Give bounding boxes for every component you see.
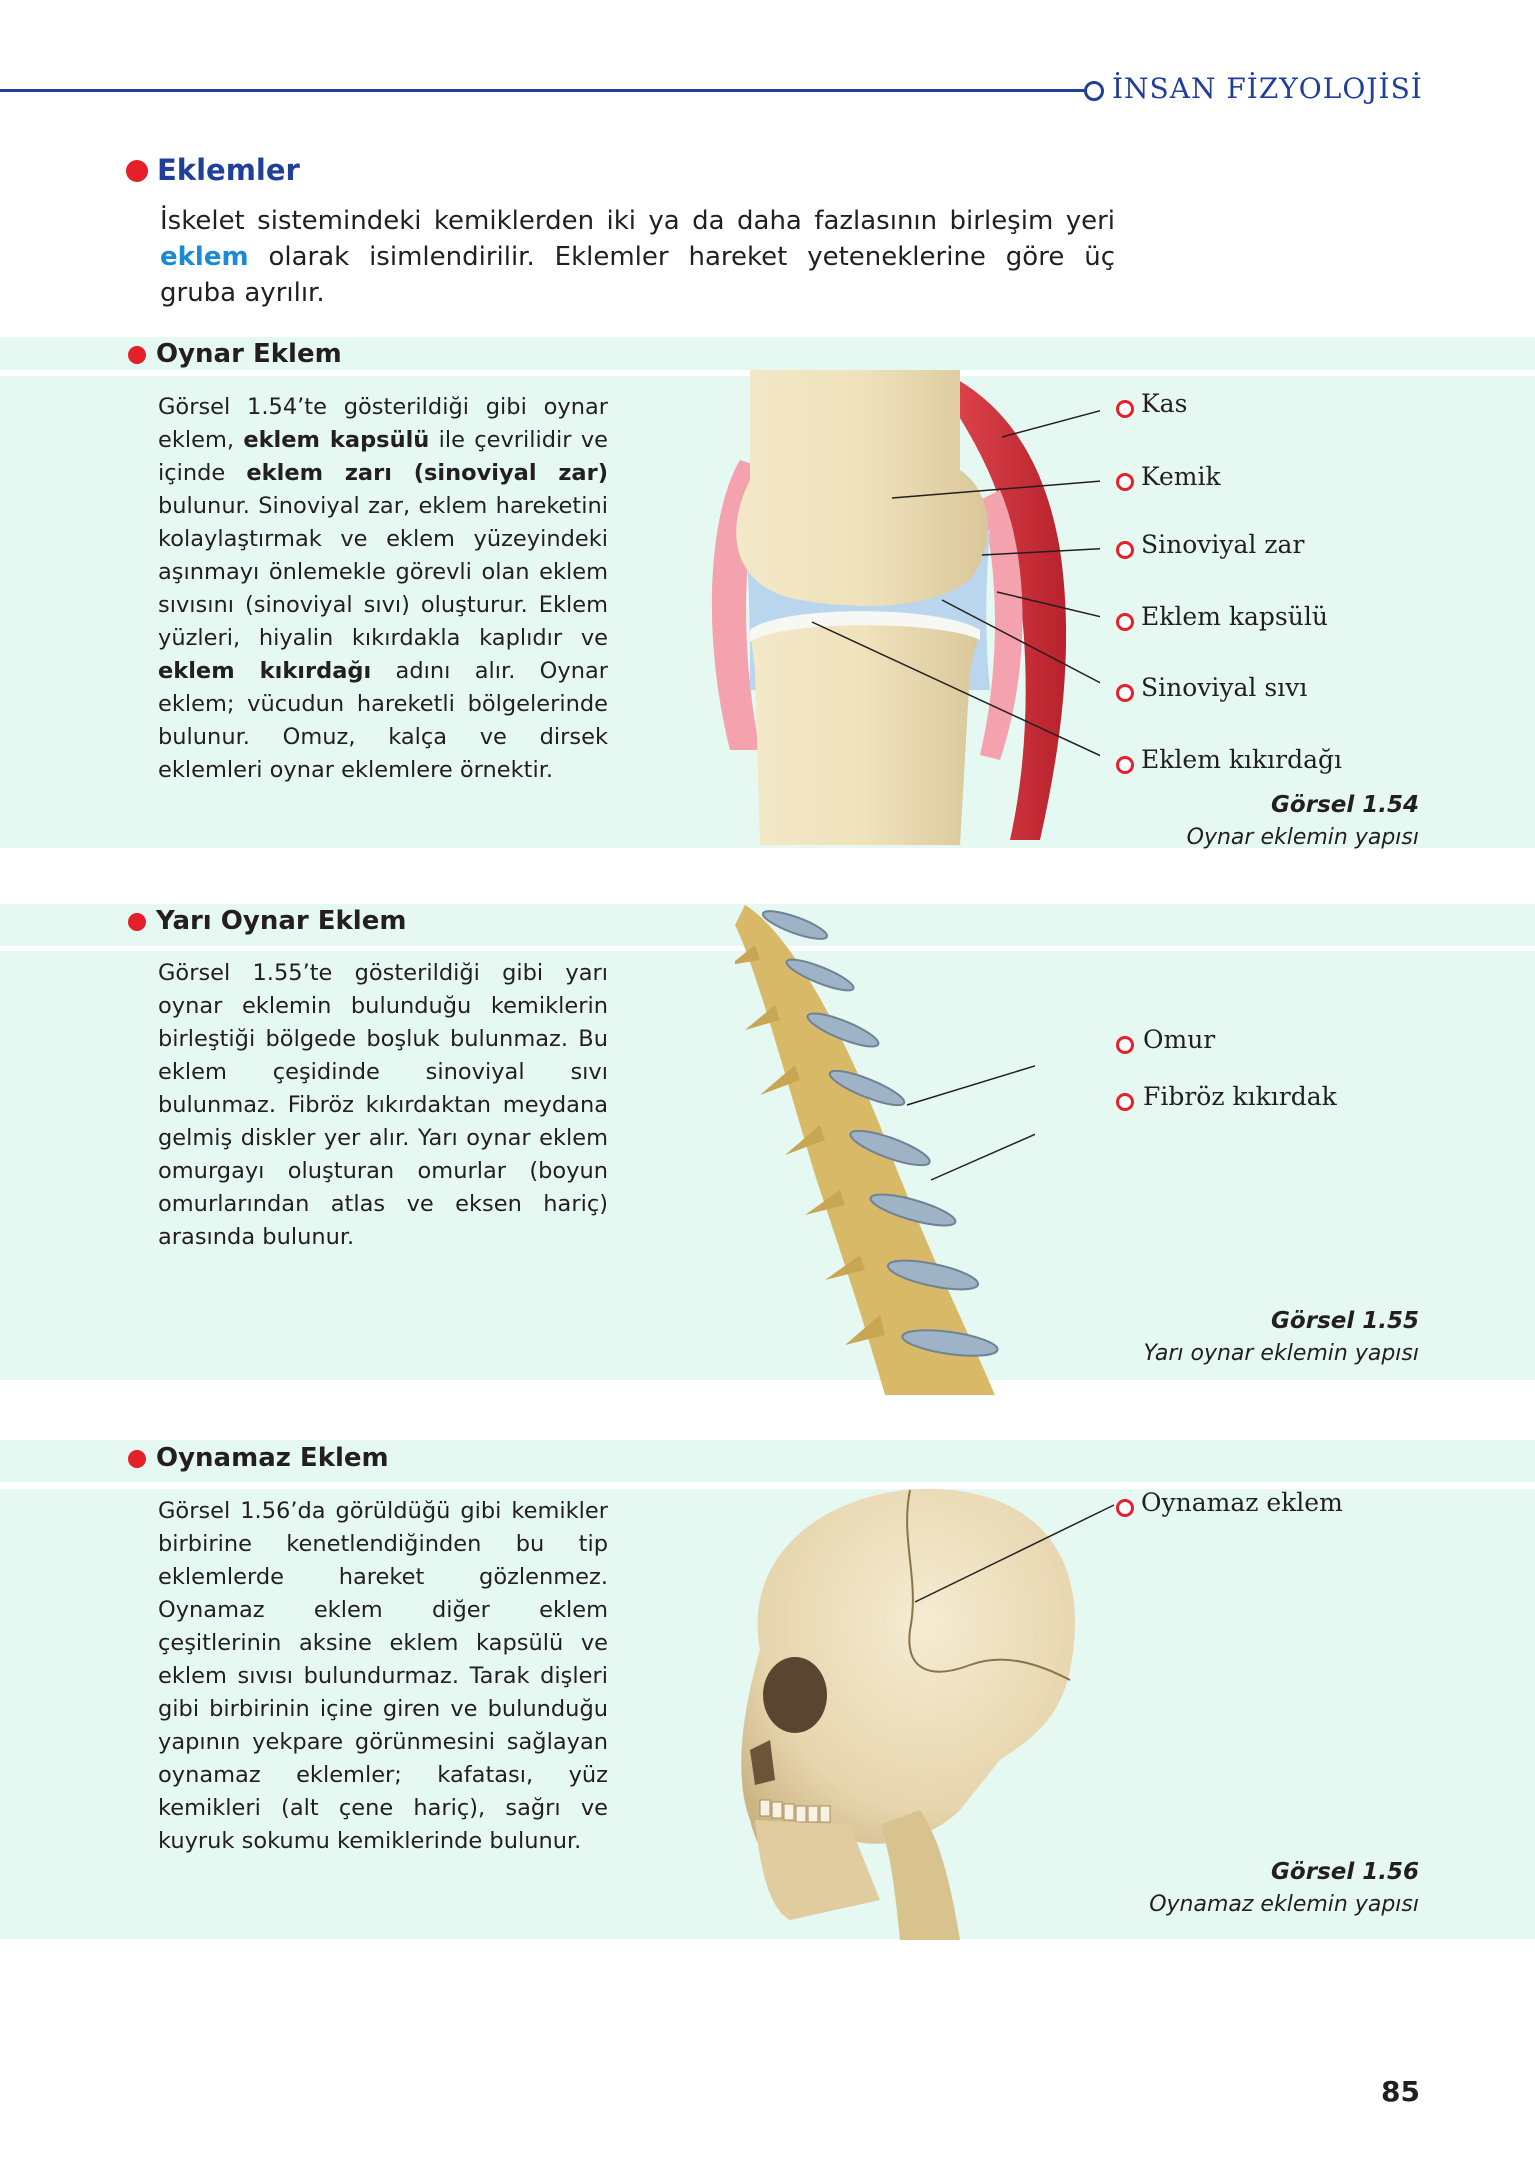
cervical-spine-shape [880, 1810, 960, 1940]
label-marker-icon [1116, 684, 1134, 702]
upper-bone-shape [736, 370, 988, 606]
label-kemik: Kemik [1141, 462, 1221, 491]
vertebrae-group [735, 905, 999, 1395]
label-marker-icon [1116, 400, 1134, 418]
label-oynamaz-eklem: Oynamaz eklem [1141, 1488, 1343, 1517]
label-sinoviyal-sivi: Sinoviyal sıvı [1141, 673, 1308, 702]
synovial-joint-illustration [680, 370, 1100, 845]
subsection-title-yari-oynar: Yarı Oynar Eklem [156, 906, 407, 936]
label-marker-icon [1116, 1093, 1134, 1111]
caption-title-156: Görsel 1.56 [1271, 1859, 1419, 1885]
section-title: Eklemler [157, 153, 300, 187]
header-rule [0, 89, 1085, 92]
intro-paragraph: İskelet sistemindeki kemiklerden iki ya da daha fazlasının birleşim yeri eklem olarak isimlendirilir. Eklemler hareket yeteneklerine göre üç gruba ayrılır. [160, 206, 1115, 308]
keyword-eklem: eklem [160, 242, 249, 272]
label-kas: Kas [1141, 389, 1188, 418]
oynar-paragraph: Görsel 1.54’te gösterildiği gibi oynar eklem, eklem kapsülü ile çevrilidir ve içinde eklem zarı (sinoviyal zar) bulunur. Sinoviyal zar, eklem hareketini kolaylaştırmak ve eklem yüzeyindeki aşınmayı önlemekle görevli olan eklem sıvısını (sinoviyal sıvı) oluşturur. Eklem yüzleri, hiyalin kıkırdakla kaplıdır ve eklem kıkırdağı adını alır. Oynar eklem; vücudun hareketli bölgelerinde bulunur. Omuz, kalça ve dirsek eklemleri oynar eklemlere örnektir. [158, 394, 608, 783]
label-fibroz-kikirdak: Fibröz kıkırdak [1143, 1082, 1337, 1111]
subsection-title-oynamaz: Oynamaz Eklem [156, 1443, 389, 1473]
label-eklem-kapsulu: Eklem kapsülü [1141, 602, 1328, 631]
skull-illustration [680, 1480, 1130, 1940]
label-marker-icon [1116, 541, 1134, 559]
eye-socket-shape [763, 1657, 827, 1733]
subsection-bullet-icon [128, 1450, 146, 1468]
label-marker-icon [1116, 613, 1134, 631]
yari-oynar-paragraph: Görsel 1.55’te gösterildiği gibi yarı oynar eklemin bulunduğu kemiklerin birleştiği bölgede boşluk bulunmaz. Bu eklem çeşidinde sinoviyal sıvı bulunmaz. Fibröz kıkırdaktan meydana gelmiş diskler yer alır. Yarı oynar eklem omurgayı oluşturan omurlar (boyun omurlarından atlas ve eksen hariç) arasında bulunur. [158, 960, 608, 1250]
caption-sub-154: Oynar eklemin yapısı [1186, 825, 1419, 850]
section-bullet-icon [126, 160, 148, 182]
caption-title-155: Görsel 1.55 [1271, 1308, 1419, 1334]
label-marker-icon [1116, 473, 1134, 491]
chapter-title: İNSAN FİZYOLOJİSİ [1112, 72, 1423, 105]
page-number: 85 [1381, 2075, 1420, 2108]
oynamaz-paragraph: Görsel 1.56’da görüldüğü gibi kemikler birbirine kenetlendiğinden bu tip eklemlerde hareket gözlenmez. Oynamaz eklem diğer eklem çeşitlerinin aksine eklem kapsülü ve eklem sıvısı bulundurmaz. Tarak dişleri gibi birbirinin içine giren ve bulunduğu yapının yekpare görünmesini sağlayan oynamaz eklemler; kafatası, yüz kemikleri (alt çene hariç), sağrı ve kuyruk sokumu kemiklerinde bulunur. [158, 1498, 608, 1854]
label-marker-icon [1116, 1036, 1134, 1054]
subsection-title-oynar: Oynar Eklem [156, 339, 342, 369]
spine-illustration [735, 905, 1035, 1395]
caption-sub-156: Oynamaz eklemin yapısı [1149, 1892, 1419, 1917]
label-omur: Omur [1143, 1025, 1216, 1054]
label-marker-icon [1116, 756, 1134, 774]
subsection-bullet-icon [128, 913, 146, 931]
label-eklem-kikirdagi: Eklem kıkırdağı [1141, 745, 1342, 774]
label-marker-icon [1116, 1499, 1134, 1517]
label-sinoviyal-zar: Sinoviyal zar [1141, 530, 1305, 559]
subsection-bullet-icon [128, 346, 146, 364]
header-rule-circle [1084, 81, 1104, 101]
caption-title-154: Görsel 1.54 [1271, 792, 1419, 818]
caption-sub-155: Yarı oynar eklemin yapısı [1143, 1341, 1419, 1366]
